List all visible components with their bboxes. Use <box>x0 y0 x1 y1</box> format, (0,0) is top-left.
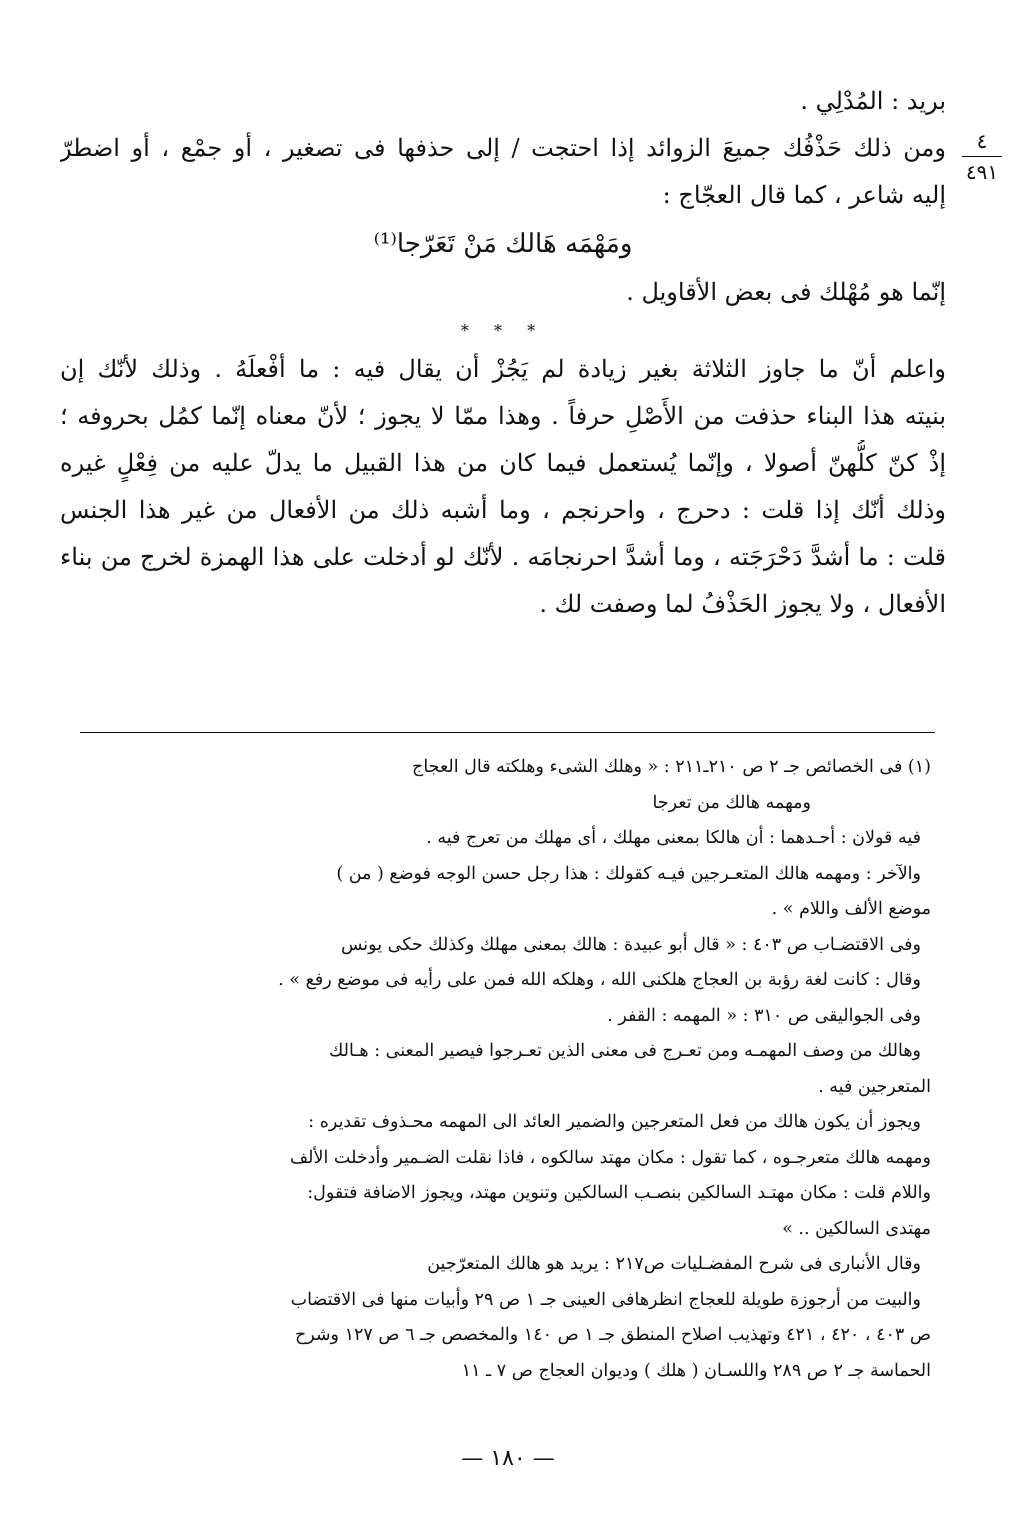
text-line: واعلم أنّ ما جاوز الثلاثة بغير زيادة لم يَجُزْ أن يقال فيه : ما أفْعلَهُ . وذلك لأنّك إن <box>60 355 946 383</box>
marginal-part-number: ٤ <box>962 128 1002 157</box>
footnote-line: ومهمه هالك من تعرجا <box>652 792 811 813</box>
footnote-line: والآخر : ومهمه هالك المتعـرجين فيـه كقولك : هذا رجل حسن الوجه فوضع ( من ) <box>336 863 921 884</box>
footnote-line: واللام قلت : مكان مهتـد السالكين بنصـب السالكين وتنوين مهتد، ويجوز الاضافة فتقول: <box>307 1183 931 1203</box>
footnote-line: ويجوز أن يكون هالك من فعل المتعرجين والضمير العائد الى المهمه محـذوف تقديره : <box>308 1112 921 1132</box>
footnote-line: موضع الألف واللام » . <box>771 899 931 919</box>
main-text <box>60 78 946 628</box>
text-line: إليه شاعر ، كما قال العجّاج : <box>662 181 946 209</box>
text-line: إذْ كنّ كلُّهنّ أصولا ، وإنّما يُستعمل فيما كان من هذا القبيل ما يدلّ عليه من فِعْلٍ غيره <box>60 449 946 477</box>
text-line: إنّما هو مُهْلك فى بعض الأقاويل . <box>626 278 946 306</box>
text-line: بريد : المُدْلِي . <box>800 87 946 115</box>
footnote-line: مهتدى السالكين .. » <box>782 1218 931 1239</box>
section-separator: * * * <box>460 321 546 340</box>
text-line: الأفعال ، ولا يجوز الحَذْفُ لما وصفت لك . <box>539 590 946 618</box>
text-line: وذلك أنّك إذا قلت : دحرج ، واحرنجم ، وما أشبه ذلك من الأفعال من غير هذا الجنس <box>60 496 946 524</box>
page-number: — ١٨٠ — <box>461 1446 555 1471</box>
marginal-reference <box>962 128 1002 185</box>
footnote-line: الحماسة جـ ٢ ص ٢٨٩ واللسـان ( هلك ) وديوان العجاج ص ٧ ـ ١١ <box>461 1360 931 1381</box>
footnote-line: وقال الأنبارى فى شرح المفضـليات ص٢١٧ : يريد هو هالك المتعرّجين <box>427 1254 921 1274</box>
footnote-line: والبيت من أرجوزة طويلة للعجاج انظرهافى العينى جـ ١ ص ٢٩ وأبيات منها فى الاقتضاب <box>290 1289 921 1310</box>
text-line: قلت : ما أشدَّ دَحْرَجَته ، وما أشدَّ احرنجامَه . لأنّك لو أدخلت على هذا الهمزة لخرج من بناء <box>60 543 946 571</box>
footnote-line: المتعرجين فيه . <box>818 1076 931 1097</box>
footnote-line: ص ٤٠٣ ، ٤٢٠ ، ٤٢١ وتهذيب اصلاح المنطق جـ ١ ص ١٤٠ والمخصص جـ ٦ ص ١٢٧ وشرح <box>294 1325 931 1345</box>
footnote-line: وهالك من وصف المهمـه ومن تعـرج فى معنى الذين تعـرجوا فيصير المعنى : هـالك <box>328 1041 921 1061</box>
marginal-page-number: ٤٩١ <box>965 160 999 184</box>
text-line: بنيته هذا البناء حذفت من الأَصْلِ حرفاً . وهذا ممّا لا يجوز ؛ لأنّ معناه إنّما كمُل بحروفه ؛ <box>60 402 946 430</box>
footnote-line: ومهمه هالك متعرجـوه ، كما تقول : مكان مهتد سالكوه ، فاذا نقلت الضـمير وأدخلت الألف <box>290 1147 931 1168</box>
footnote-line: وفى الجواليقى ص ٣١٠ : « المهمه : القفر . <box>607 1005 921 1026</box>
footnotes <box>62 750 931 1389</box>
text-line: ومن ذلك حَذْفُك جميعَ الزوائد إذا احتجت / إلى حذفها فى تصغير ، أو جمْع ، أو اضطرّ <box>60 134 946 162</box>
footnote-line: (١) فى الخصائص جـ ٢ ص ٢١٠ـ٢١١ : « وهلك الشىء وهلكته قال العجاج <box>412 757 931 777</box>
footnote-line: وفى الاقتضـاب ص ٤٠٣ : « قال أبو عبيدة : هالك بمعنى مهلك وكذلك حكى يونس <box>341 934 921 955</box>
footnote-divider <box>80 732 935 733</box>
footnote-line: فيه قولان : أحـدهما : أن هالكا بمعنى مهلك ، أى مهلك من تعرج فيه . <box>426 828 921 848</box>
footnote-line: وقال : كانت لغة رؤبة بن العجاج هلكنى الله ، وهلكه الله فمن على رأيه فى موضع رفع » . <box>278 970 921 990</box>
verse-line: ومَهْمَه هَالك مَنْ تَعَرّجا⁽¹⁾ <box>373 229 633 259</box>
